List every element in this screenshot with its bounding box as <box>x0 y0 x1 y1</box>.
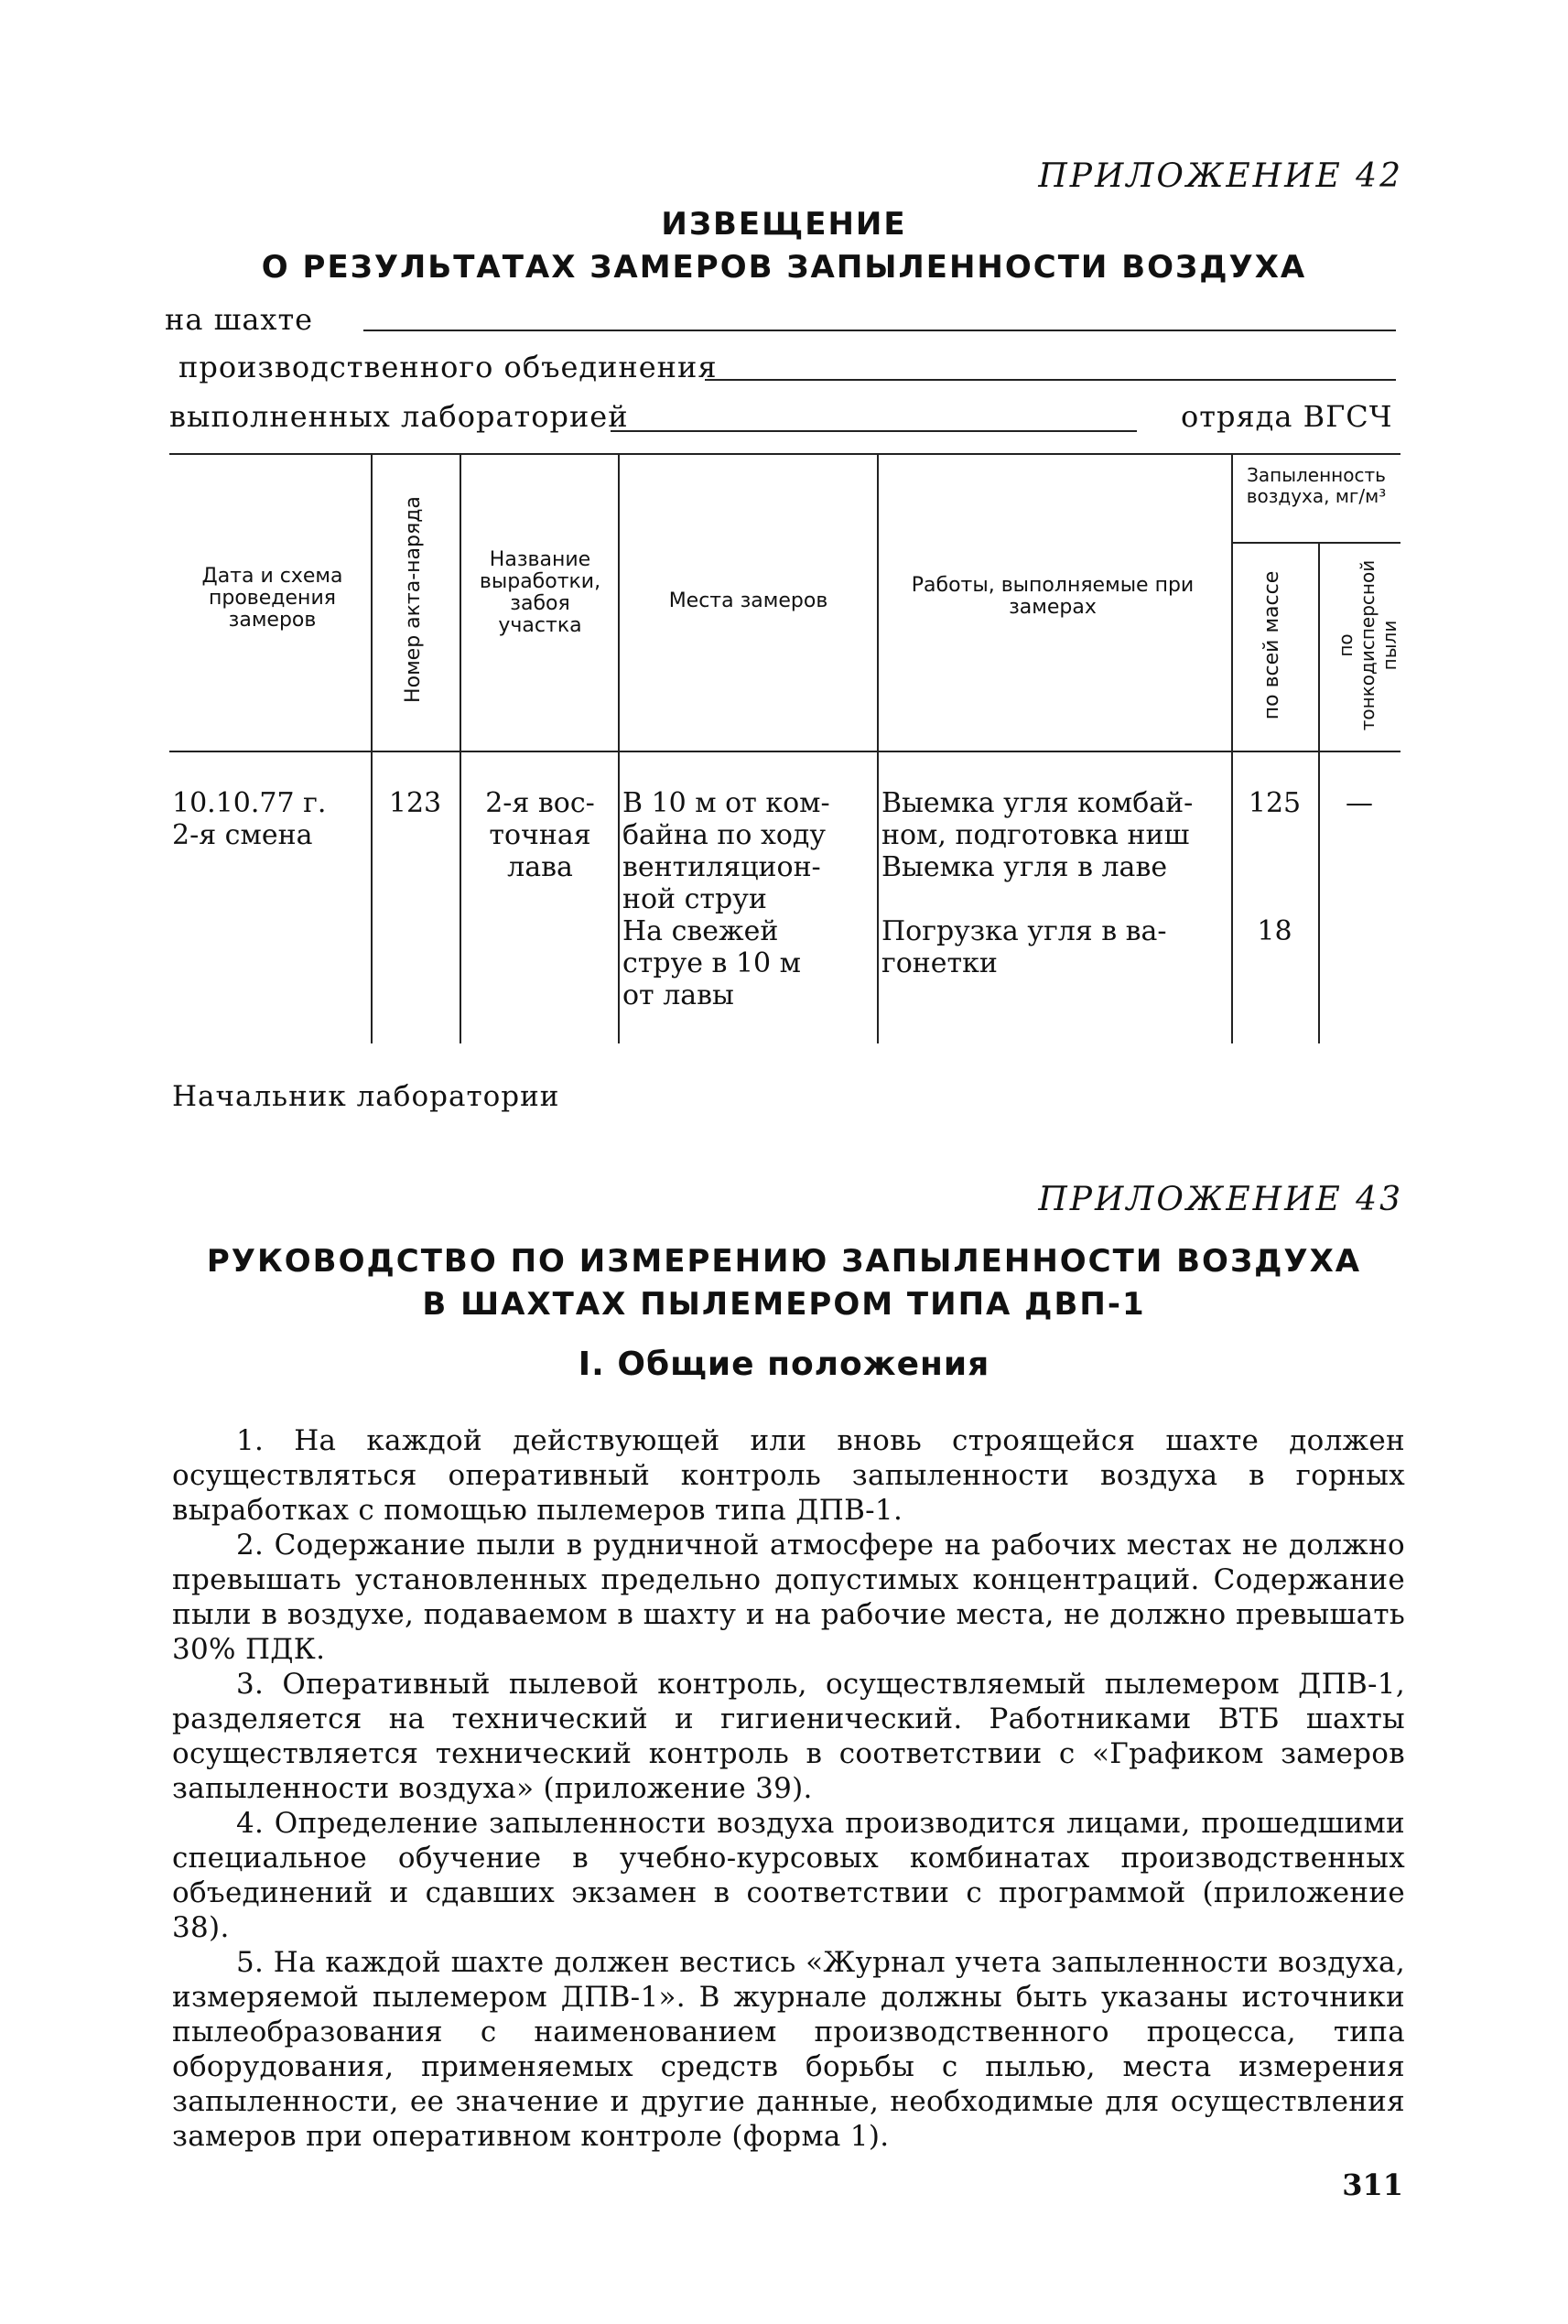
header-date: Дата и схема проведения замеров <box>201 565 343 632</box>
paragraph: 2. Содержание пыли в рудничной атмосфере на рабочих местах не должно превышать установленных предельно допустимых концентраций. Содержание пыли в воздухе, подаваемом в шахту и на рабочие места, не должно превышать 30% ПДК. <box>172 1529 1405 1666</box>
field-association-blank <box>705 379 1396 381</box>
section-heading: I. Общие положения <box>578 1346 990 1383</box>
row-places-line: от лавы <box>622 979 734 1011</box>
row-total-2: 18 <box>1257 915 1292 947</box>
row-date-line1: 10.10.77 г. <box>172 787 327 819</box>
notice-subtitle: О РЕЗУЛЬТАТАХ ЗАМЕРОВ ЗАПЫЛЕННОСТИ ВОЗДУХА <box>261 249 1307 286</box>
header-total-mass: по всей массе <box>1260 570 1283 720</box>
table-top-rule <box>169 453 1400 455</box>
field-mine-blank <box>363 330 1396 331</box>
header-places: Места замеров <box>668 589 828 612</box>
dust-group-rule <box>1231 542 1400 544</box>
guide-body <box>172 1423 1405 2154</box>
row-face-line: точная <box>489 819 591 851</box>
appendix-42-label: ПРИЛОЖЕНИЕ 42 <box>1038 157 1403 195</box>
appendix-43-label: ПРИЛОЖЕНИЕ 43 <box>1038 1181 1403 1218</box>
paragraph: 1. На каждой действующей или вновь строящейся шахте должен осуществляться оперативный контроль запыленности воздуха в горных выработках с помощью пылемеров типа ДПВ-1. <box>172 1424 1405 1527</box>
row-places-line: вентиляцион- <box>622 851 821 883</box>
row-works-spacer <box>881 883 1229 915</box>
col-divider-4 <box>877 453 879 1043</box>
header-fine-dust: по тонкодисперсной пыли <box>1335 559 1400 731</box>
col-divider-1 <box>371 453 373 1043</box>
field-lab-blank <box>611 430 1137 432</box>
table-header-rule <box>169 751 1400 752</box>
row-date <box>172 787 326 851</box>
row-works-line: Выемка угля в лаве <box>881 851 1168 883</box>
field-association-label: производственного объединения <box>178 350 718 384</box>
paragraph: 5. На каждой шахте должен вестись «Журнал учета запыленности воздуха, измеряемой пылемером ДПВ-1». В журнале должны быть указаны источники пылеобразования с наименованием производственного процесса, типа оборудования, применяемых средств борьбы с пылью, места измерения запыленности, ее значение и другие данные, необходимые для осуществления замеров при оперативном контроле (форма 1). <box>172 1946 1405 2153</box>
header-dust-group: Запыленность воздуха, мг/м³ <box>1246 464 1387 507</box>
field-lab-label: выполненных лабораторией <box>169 399 629 434</box>
guide-title: РУКОВОДСТВО ПО ИЗМЕРЕНИЮ ЗАПЫЛЕННОСТИ ВОЗДУХА <box>206 1243 1362 1280</box>
col-divider-5 <box>1231 453 1233 1043</box>
field-unit-label: отряда ВГСЧ <box>1181 399 1393 434</box>
row-places-line: ной струи <box>622 883 767 915</box>
header-act-number: Номер акта-наряда <box>402 496 425 703</box>
row-works-line: Погрузка угля в ва- <box>881 915 1167 947</box>
row-date-line2: 2-я смена <box>172 819 313 851</box>
row-face <box>462 787 618 883</box>
row-places-line: В 10 м от ком- <box>622 787 830 819</box>
signature-label: Начальник лаборатории <box>172 1080 560 1113</box>
row-face-line: 2-я вос- <box>485 787 595 819</box>
page-number: 311 <box>1342 2167 1403 2202</box>
col-divider-3 <box>618 453 620 1043</box>
row-places-line: На свежей <box>622 915 779 947</box>
row-face-line: лава <box>507 851 573 883</box>
row-works-line: Выемка угля комбай- <box>881 787 1194 819</box>
row-act: 123 <box>388 787 442 819</box>
notice-title: ИЗВЕЩЕНИЕ <box>661 206 907 243</box>
col-divider-2 <box>460 453 461 1043</box>
row-fine: — <box>1346 787 1373 819</box>
paragraph: 4. Определение запыленности воздуха производится лицами, прошедшими специальное обучение в учебно-курсовых комбинатах производственных объединений и сдавших экзамен в соответствии с программой (приложение 38). <box>172 1807 1405 1944</box>
guide-subtitle: В ШАХТАХ ПЫЛЕМЕРОМ ТИПА ДВП-1 <box>422 1286 1146 1323</box>
row-places-line: струе в 10 м <box>622 947 802 979</box>
row-works <box>881 787 1229 979</box>
row-places <box>622 787 874 1011</box>
paragraph: 3. Оперативный пылевой контроль, осуществляемый пылемером ДПВ-1, разделяется на технический и гигиенический. Работниками ВТБ шахты осуществляется технический контроль в соответствии с «Графиком замеров запыленности воздуха» (приложение 39). <box>172 1668 1405 1805</box>
field-mine-label: на шахте <box>165 302 314 337</box>
row-works-line: гонетки <box>881 947 998 979</box>
row-works-line: ном, подготовка ниш <box>881 819 1190 851</box>
row-total-1: 125 <box>1248 787 1302 819</box>
row-places-line: байна по ходу <box>622 819 827 851</box>
header-face-name: Название выработки, забоя участка <box>479 548 601 637</box>
header-works: Работы, выполняемые при замерах <box>911 574 1195 619</box>
